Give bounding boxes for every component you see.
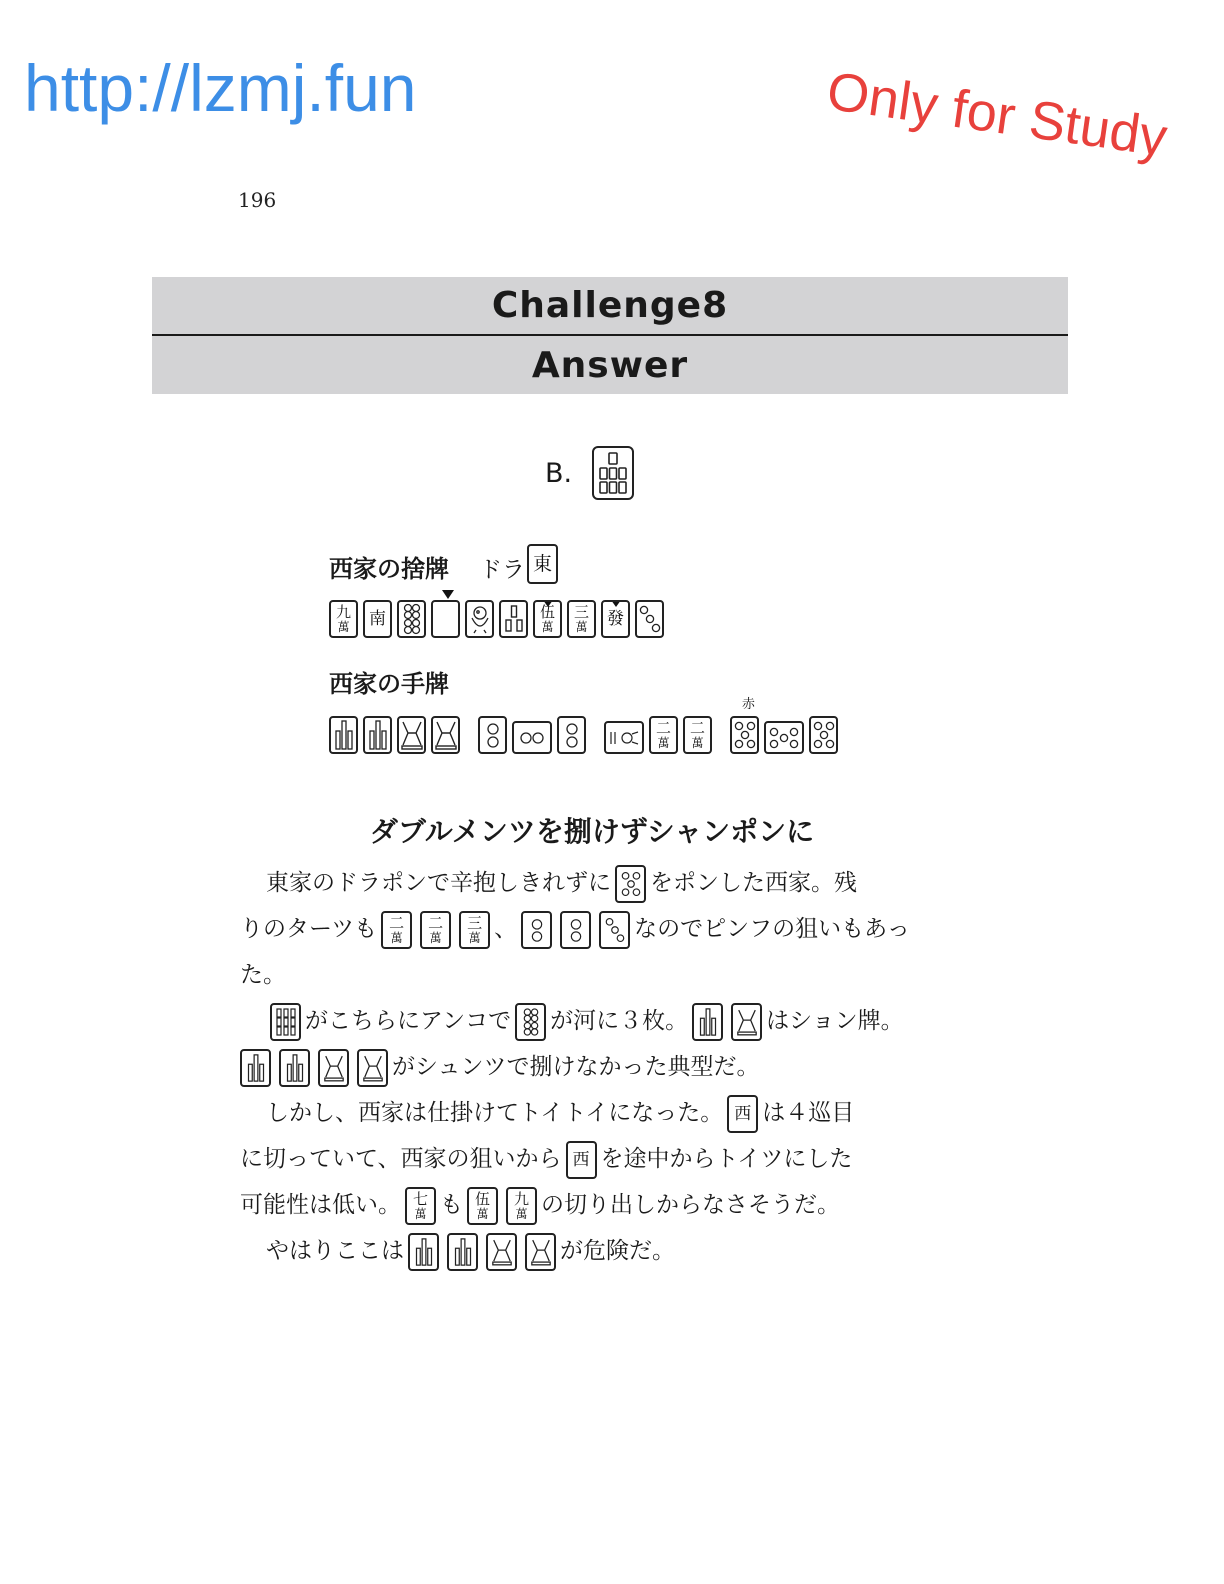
tile-sou-icon — [245, 1053, 267, 1083]
inline-7-man-tile: 七 萬 — [405, 1187, 436, 1225]
discard-3-sou — [499, 600, 528, 638]
paragraph-line: やはりここは が危険だ。 — [240, 1228, 960, 1274]
tile-pin-icon — [402, 603, 422, 635]
paragraph-line: 東家のドラポンで辛抱しきれずに をポンした西家。残 — [240, 860, 960, 906]
paragraph-line: に切っていて、西家の狙いから 西 を途中からトイツにした — [240, 1136, 960, 1182]
inline-2-pin-tile — [560, 911, 591, 949]
inline-2-man-tile: 二 萬 — [420, 911, 451, 949]
watermark-study: Only for Study — [823, 60, 1171, 169]
inline-6-sou-tile — [447, 1233, 478, 1271]
discard-1-sou — [465, 600, 494, 638]
tile-sou-icon — [697, 1007, 719, 1037]
inline-9-sou-tile — [270, 1003, 301, 1041]
paragraph-line: しかし、西家は仕掛けてトイトイになった。 西 は４巡目 — [240, 1090, 960, 1136]
tile-sou-icon — [284, 1053, 306, 1083]
inline-2-pin-tile — [521, 911, 552, 949]
answer-title: Answer — [152, 336, 1068, 394]
discard-5-man: 伍 萬 — [533, 600, 562, 638]
red-five-label: 赤 — [742, 697, 756, 712]
inline-3-pin-tile — [599, 911, 630, 949]
inline-8-pin-tile — [515, 1003, 546, 1041]
inline-5-man-tile: 伍 萬 — [467, 1187, 498, 1225]
hand-5-pin-sideways — [764, 721, 804, 754]
inline-7-sou-tile — [318, 1049, 349, 1087]
tile-sou-icon — [400, 719, 424, 751]
called-marker — [442, 590, 454, 599]
tile-pin-icon — [483, 720, 503, 750]
inline-2-man-tile: 二 萬 — [381, 911, 412, 949]
discard-8-pin — [397, 600, 426, 638]
hand-7-sou — [431, 716, 460, 754]
inline-9-man-tile: 九 萬 — [506, 1187, 537, 1225]
hand-tiles — [329, 697, 843, 754]
inline-3-man-tile: 三 萬 — [459, 911, 490, 949]
tile-sou-icon — [452, 1237, 474, 1267]
hand-6-sou — [329, 716, 358, 754]
hand-2-pin — [557, 716, 586, 754]
hand-2-pin-sideways — [512, 721, 552, 754]
tile-pin-icon — [621, 870, 641, 898]
tile-sou-icon — [434, 719, 458, 751]
discard-white-dragon — [431, 600, 460, 638]
page-number: 196 — [238, 188, 277, 212]
inline-6-sou-tile — [240, 1049, 271, 1087]
hand-1-sou-sideways — [604, 721, 644, 754]
paragraph-line: がこちらにアンコで が河に３枚。 はション牌。 — [240, 998, 960, 1044]
paragraph-line: りのターツも 二 萬 二 萬 三 萬 、 なのでピンフの狙いもあっ — [240, 906, 960, 952]
discards-label: 西家の捨牌 — [329, 555, 449, 583]
hand-2-man: 二 萬 — [683, 716, 712, 754]
inline-west-tile: 西 — [727, 1095, 758, 1133]
discard-green-dragon: 發 — [601, 600, 630, 638]
paragraph-line: た。 — [240, 962, 286, 988]
challenge-title: Challenge8 — [152, 277, 1068, 334]
hand-6-sou — [363, 716, 392, 754]
answer-letter: B. — [545, 457, 573, 489]
hand-5-pin-red — [730, 697, 759, 754]
inline-6-sou-tile — [408, 1233, 439, 1271]
inline-7-sou-tile — [731, 1003, 762, 1041]
tile-sou-icon — [362, 1053, 384, 1083]
inline-7-sou-tile — [357, 1049, 388, 1087]
tile-pin-icon — [566, 916, 586, 944]
article-heading: ダブルメンツを捌けずシャンポンに — [369, 815, 815, 848]
paragraph-line: 可能性は低い。 七 萬 も 伍 萬 九 萬 の切り出しからなさそうだ。 — [240, 1182, 960, 1228]
watermark-url: http://lzmj.fun — [24, 51, 417, 125]
tile-sou-icon — [275, 1007, 297, 1037]
article-body — [240, 860, 960, 1274]
discard-3-pin — [635, 600, 664, 638]
inline-7-sou-tile — [525, 1233, 556, 1271]
tile-pin-icon — [562, 720, 582, 750]
tile-bird-icon — [468, 604, 492, 634]
tile-pin-icon — [639, 604, 661, 634]
tile-bird-icon — [607, 728, 641, 748]
hand-7-sou — [397, 716, 426, 754]
hand-label: 西家の手牌 — [329, 670, 449, 698]
tile-pin-icon — [522, 1007, 540, 1037]
tile-pin-icon — [768, 727, 800, 749]
hand-2-man: 二 萬 — [649, 716, 678, 754]
tile-pin-icon — [605, 916, 625, 944]
inline-7-sou-tile — [486, 1233, 517, 1271]
tile-sou-icon — [530, 1237, 552, 1267]
inline-5-pin-tile — [615, 865, 646, 903]
tile-sou-icon — [504, 604, 524, 634]
discard-south: 南 — [363, 600, 392, 638]
discard-9-man: 九 萬 — [329, 600, 358, 638]
dora-label: ドラ — [479, 557, 525, 583]
tile-sou-icon — [333, 719, 355, 751]
discard-3-man: 三 萬 — [567, 600, 596, 638]
tile-sou-icon — [736, 1007, 758, 1037]
tile-8-sou-icon — [592, 446, 634, 500]
tile-pin-icon — [527, 916, 547, 944]
answer-choice — [545, 446, 634, 500]
hand-2-pin — [478, 716, 507, 754]
paragraph-line: がシュンツで捌けなかった典型だ。 — [240, 1044, 960, 1090]
dora-tile-east: 東 — [527, 544, 558, 584]
discard-tiles — [329, 600, 669, 638]
tile-sou-icon — [367, 719, 389, 751]
discards-label-row — [329, 544, 563, 584]
inline-6-sou-tile — [692, 1003, 723, 1041]
inline-west-tile: 西 — [566, 1141, 597, 1179]
tile-pin-icon — [813, 720, 835, 750]
hand-5-pin — [809, 716, 838, 754]
tile-sou-icon — [323, 1053, 345, 1083]
tile-sou-icon — [491, 1237, 513, 1267]
tile-pin-icon — [734, 720, 756, 750]
tile-pin-icon — [516, 728, 548, 748]
tile-sou-icon — [413, 1237, 435, 1267]
inline-6-sou-tile — [279, 1049, 310, 1087]
